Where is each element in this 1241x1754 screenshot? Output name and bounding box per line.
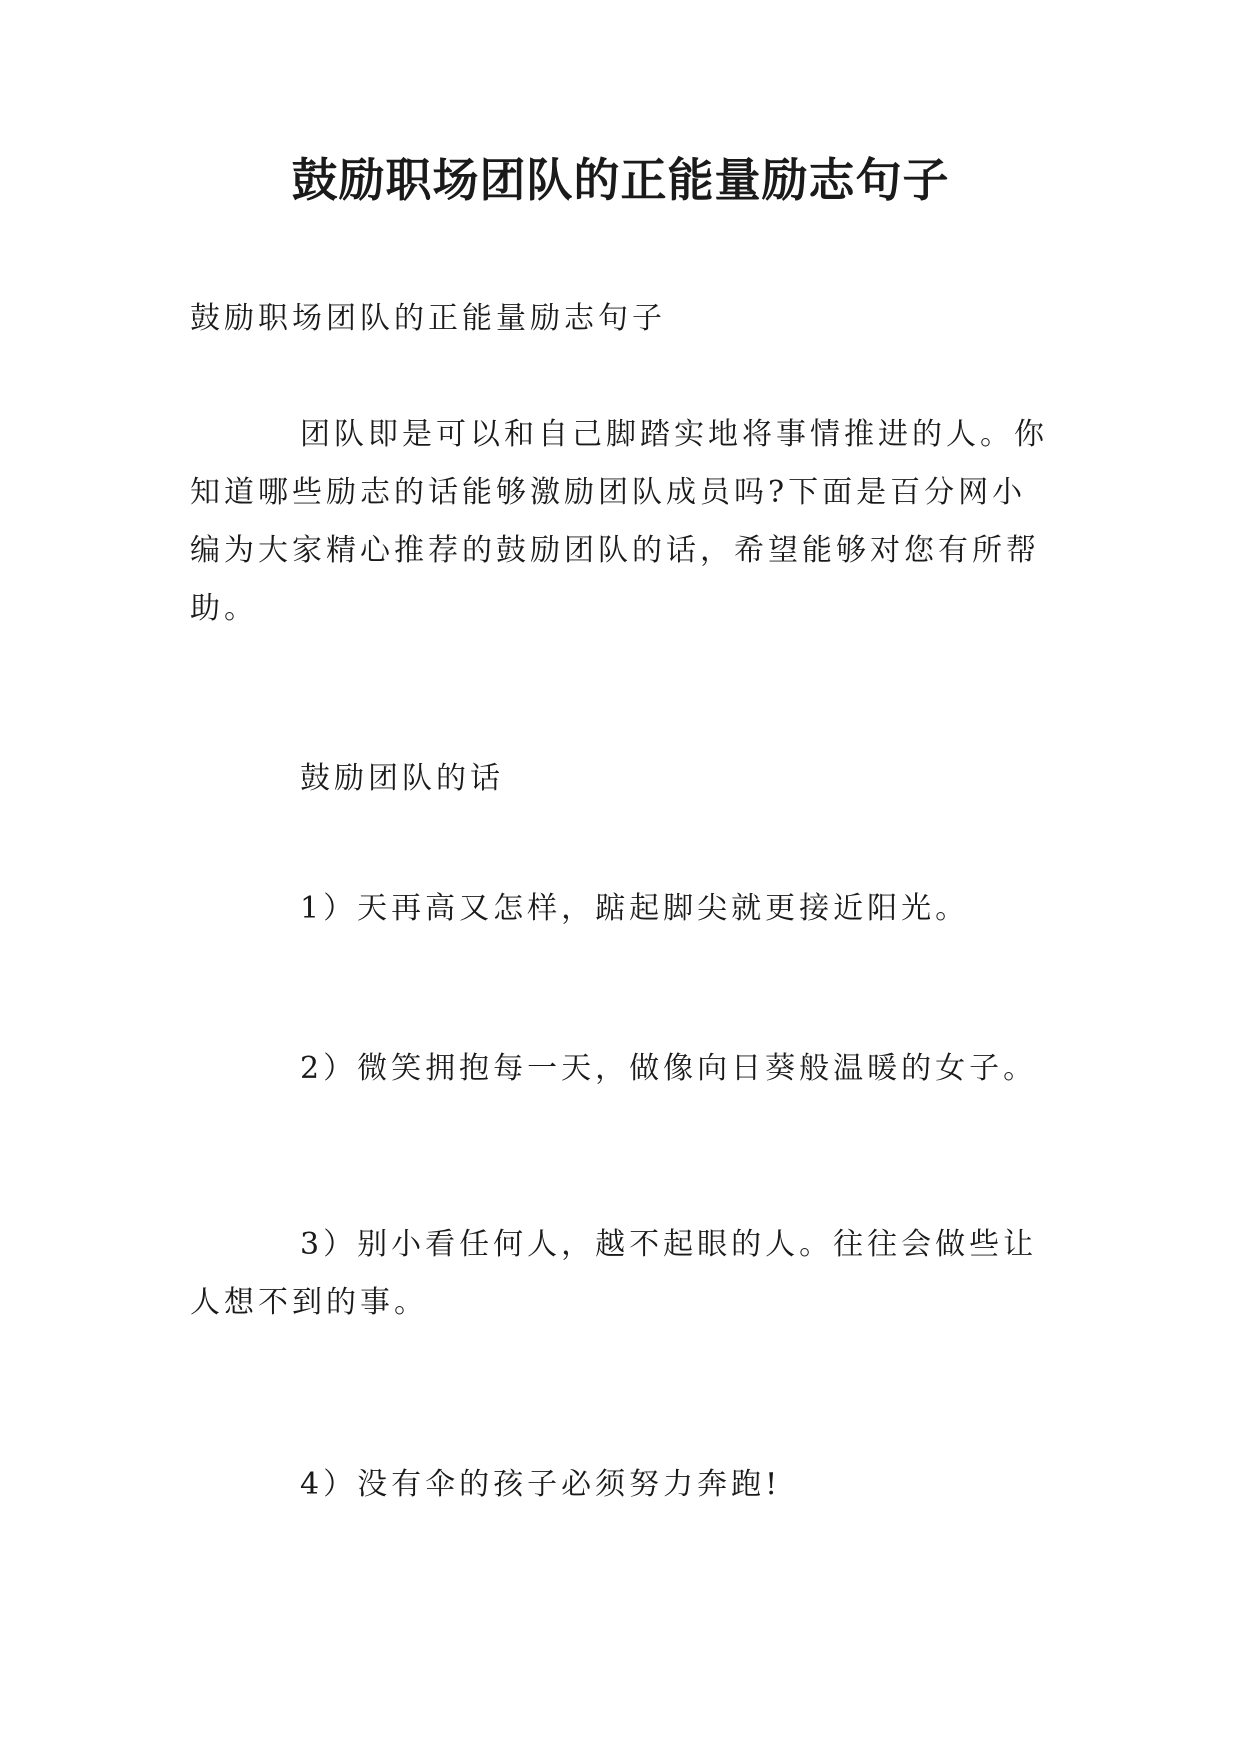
quote-item-4: 4）没有伞的孩子必须努力奔跑! <box>300 1467 782 1502</box>
document-subtitle: 鼓励职场团队的正能量励志句子 <box>190 301 666 336</box>
quote-item-3: 3）别小看任何人，越不起眼的人。往往会做些让人想不到的事。 <box>190 1227 1038 1320</box>
intro-paragraph: 团队即是可以和自己脚踏实地将事情推进的人。你知道哪些励志的话能够激励团队成员吗?下面是百分网小编为大家精心推荐的鼓励团队的话，希望能够对您有所帮助。 <box>190 417 1048 626</box>
document-title: 鼓励职场团队的正能量励志句子 <box>291 153 950 207</box>
section-heading: 鼓励团队的话 <box>300 761 504 796</box>
quote-item-1: 1）天再高又怎样，踮起脚尖就更接近阳光。 <box>300 891 970 926</box>
quote-item-2: 2）微笑拥抱每一天，做像向日葵般温暖的女子。 <box>300 1051 1038 1086</box>
